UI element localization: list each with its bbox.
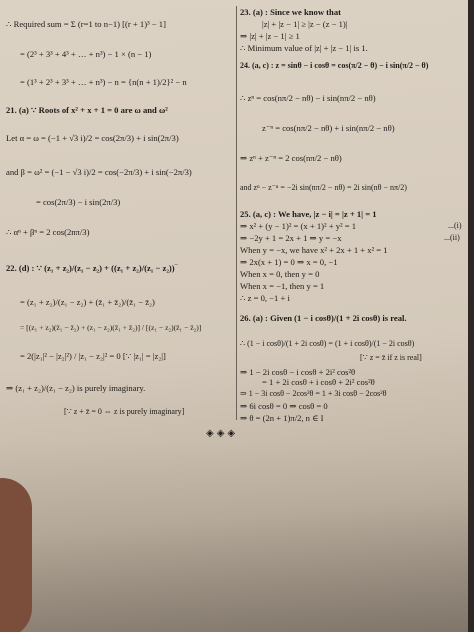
q22-step1: = (z₁ + z₂)/(z₁ − z₂) + (z̄₁ + z̄₂)/(z̄₁ − z̄₂) xyxy=(20,297,155,307)
q25-step2: ⇒ −2y + 1 = 2x + 1 ⇒ y = −x xyxy=(240,233,342,243)
beta-line: and β = ω² = (−1 − √3 i)/2 = cos(−2π/3) + i sin(−2π/3) xyxy=(6,167,192,177)
q24-zn: ∴ zⁿ = cos(nπ/2 − nθ) − i sin(nπ/2 − nθ) xyxy=(240,93,376,103)
q22-conclusion: ⇒ (z₁ + z₂)/(z₁ − z₂) is purely imaginary. xyxy=(6,383,146,393)
q25-step6: When x = −1, then y = 1 xyxy=(240,281,325,291)
q25-result: ∴ z = 0, −1 + i xyxy=(240,293,290,303)
q23-result: ∴ Minimum value of |z| + |z − 1| is 1. xyxy=(240,43,368,53)
q23-step1: |z| + |z − 1| ≥ |z − (z − 1)| xyxy=(262,19,348,29)
q26-heading: 26. (a) : Given (1 − i cosθ)/(1 + 2i cosθ) is real. xyxy=(240,313,407,323)
q21-result-line: ∴ αⁿ + βⁿ = 2 cos(2nπ/3) xyxy=(6,227,90,237)
page-shadow xyxy=(0,440,468,632)
q26-result: ⇒ θ = (2n + 1)π/2, n ∈ I xyxy=(240,413,324,423)
q22-step2: = [(z₁ + z₂)(z̄₁ − z̄₂) + (z₁ − z₂)(z̄₁ + z̄₂)] / [(z₁ − z₂)(z̄₁ − z̄₂)] xyxy=(20,323,202,332)
q24-sum: ⇒ zⁿ + z⁻ⁿ = 2 cos(nπ/2 − nθ) xyxy=(240,153,342,163)
page-edge xyxy=(468,0,474,632)
required-sum-line: ∴ Required sum = Σ (r=1 to n−1) [(r + 1)³ − 1] xyxy=(6,19,166,29)
alpha-line: Let α = ω = (−1 + √3 i)/2 = cos(2π/3) + i sin(2π/3) xyxy=(6,133,179,143)
q23-heading: 23. (a) : Since we know that xyxy=(240,7,341,17)
q26-step5: ⇒ 6i cosθ = 0 ⇒ cosθ = 0 xyxy=(240,401,328,411)
q24-z-minus-n: z⁻ⁿ = cos(nπ/2 − nθ) + i sin(nπ/2 − nθ) xyxy=(262,123,395,133)
equation-tag-ii: ...(ii) xyxy=(444,233,460,242)
q25-heading: 25. (a, c) : We have, |z − i| = |z + 1| = 1 xyxy=(240,209,377,219)
q22-hint: [∵ z + z̄ = 0 ⇔ z is purely imaginary] xyxy=(64,407,185,416)
q26-hint: [∵ z = z̄ if z is real] xyxy=(360,353,422,362)
q23-step2: ⇒ |z| + |z − 1| ≥ 1 xyxy=(240,31,300,41)
q26-step4: ⇒ 1 − 3i cosθ − 2cos²θ = 1 + 3i cosθ − 2cos²θ xyxy=(240,389,387,398)
q26-step2: ⇒ 1 − 2i cosθ − i cosθ + 2i² cos²θ xyxy=(240,367,356,377)
q24-difference: and zⁿ − z⁻ⁿ = −2i sin(nπ/2 − nθ) = 2i sin(nθ − nπ/2) xyxy=(240,183,407,192)
q21-heading: 21. (a) ∵ Roots of x² + x + 1 = 0 are ω and ω² xyxy=(6,105,168,115)
cube-sum-line: = (2³ + 3³ + 4³ + … + n³) − 1 × (n − 1) xyxy=(20,49,152,59)
q24-heading: 24. (a, c) : z = sinθ − i cosθ = cos(π/2 − θ) − i sin(π/2 − θ) xyxy=(240,61,429,70)
q25-step1: ⇒ x² + (y − 1)² = (x + 1)² + y² = 1 xyxy=(240,221,357,231)
thumb-shape xyxy=(0,478,32,632)
q26-step3: = 1 + 2i cosθ + i cosθ + 2i² cos²θ xyxy=(262,377,375,387)
q22-heading: 22. (d) : ∵ (z₁ + z₂)/(z₁ − z₂) + ((z₁ + z₂)/(z₁ − z₂))‾ xyxy=(6,263,178,273)
equation-tag-i: ...(i) xyxy=(448,221,462,230)
column-divider xyxy=(236,6,237,420)
q26-step1: ∴ (1 − i cosθ)/(1 + 2i cosθ) = (1 + i cosθ)/(1 − 2i cosθ) xyxy=(240,339,415,348)
q25-step4: ⇒ 2x(x + 1) = 0 ⇒ x = 0, −1 xyxy=(240,257,338,267)
beta-simplified-line: = cos(2π/3) − i sin(2π/3) xyxy=(36,197,121,207)
q25-step5: When x = 0, then y = 0 xyxy=(240,269,320,279)
end-ornament: ◈◈◈ xyxy=(206,428,239,439)
q25-step3: When y = −x, we have x² + 2x + 1 + x² = 1 xyxy=(240,245,388,255)
closed-form-line: = (1³ + 2³ + 3³ + … + n³) − n = {n(n + 1)/2}² − n xyxy=(20,77,187,87)
q22-step3: = 2(|z₁|² − |z₂|²) / |z₁ − z₂|² = 0 [∵ |z₁| = |z₂|] xyxy=(20,351,166,361)
